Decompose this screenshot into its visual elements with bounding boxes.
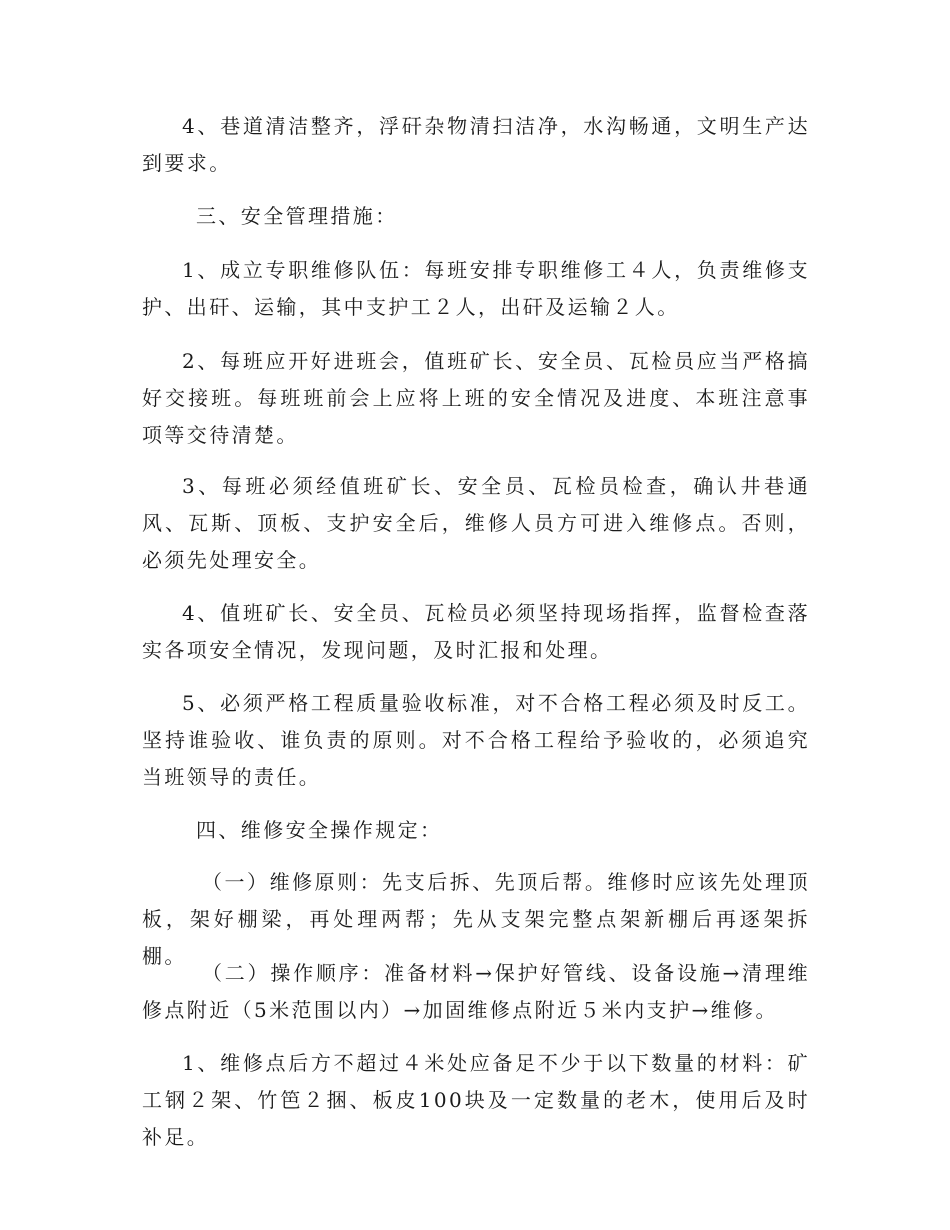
paragraph-operation-sequence: （二）操作顺序：准备材料→保护好管线、设备设施→清理维修点附近（5米范围以内）→加固维修点附近５米内支护→维修。 [142,961,810,1022]
paragraph-material-reserve: 1、维修点后方不超过４米处应备足不少于以下数量的材料：矿工钢２架、竹笆２捆、板皮100块及一定数量的老木，使用后及时补足。 [142,1051,810,1149]
paragraph-maintenance-principle: （一）维修原则：先支后拆、先顶后帮。维修时应该先处理顶板，架好棚梁，再处理两帮；先从支架完整点架新棚后再逐架拆棚。 [142,870,810,968]
paragraph-quality-acceptance: 5、必须严格工程质量验收标准，对不合格工程必须及时反工。坚持谁验收、谁负责的原则。对不合格工程给予验收的，必须追究当班领导的责任。 [142,691,810,789]
paragraph-cleanliness-requirement: 4、巷道清洁整齐，浮矸杂物清扫洁净，水沟畅通，文明生产达到要求。 [142,114,810,175]
paragraph-onsite-command: 4、值班矿长、安全员、瓦检员必须坚持现场指挥，监督检查落实各项安全情况，发现问题，及时汇报和处理。 [142,601,810,662]
paragraph-shift-inspection: 3、每班必须经值班矿长、安全员、瓦检员检查，确认井巷通风、瓦斯、顶板、支护安全后，维修人员方可进入维修点。否则，必须先处理安全。 [142,474,810,572]
section-heading-operation-rules: 四、维修安全操作规定： [196,818,443,842]
paragraph-maintenance-team: 1、成立专职维修队伍：每班安排专职维修工４人，负责维修支护、出矸、运输，其中支护工２人，出矸及运输２人。 [142,258,810,319]
paragraph-shift-meeting: 2、每班应开好进班会，值班矿长、安全员、瓦检员应当严格搞好交接班。每班班前会上应将上班的安全情况及进度、本班注意事项等交待清楚。 [142,349,810,447]
section-heading-safety-management: 三、安全管理措施： [196,204,398,228]
